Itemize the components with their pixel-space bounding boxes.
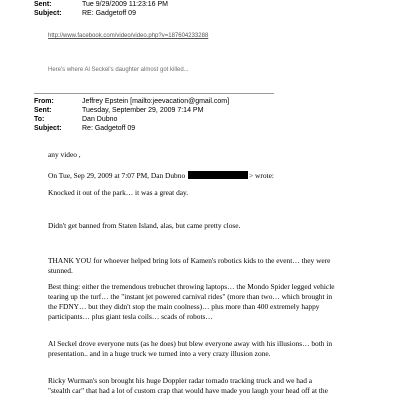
paragraph-3-line-2: stunned. xyxy=(48,266,73,275)
reply-note: Here's where Al Seckel's daughter almost got killed... xyxy=(48,67,189,73)
from-value: Jeffrey Epstein [mailto:jeevacation@gmail.com] xyxy=(82,98,230,105)
paragraph-4-line-2: tearing up the turf… the "instant jet powered carnival rides" (more than two… which brought in xyxy=(48,292,333,301)
quoted-from-row xyxy=(34,97,229,106)
subject-label: Subject: xyxy=(34,10,62,17)
sent-value: Tue 9/29/2009 11:23:16 PM xyxy=(82,1,169,8)
sent-label: Sent: xyxy=(34,1,52,8)
paragraph-3-line-1: THANK YOU for whoever helped bring lots of Kamen's robotics kids to the event… they were xyxy=(48,256,331,265)
paragraph-5-line-2: presentation.. and in a huge truck we turned into a very crazy illusion zone. xyxy=(48,349,271,358)
quoted-subject-row xyxy=(34,124,135,133)
quoted-subject-label: Subject: xyxy=(34,125,62,132)
quoted-sent-value: Tuesday, September 29, 2009 7:14 PM xyxy=(82,107,204,114)
to-value: Dan Dubno xyxy=(82,116,118,123)
redaction-block xyxy=(188,171,248,179)
wrote-text: > wrote: xyxy=(249,171,274,180)
paragraph-4-line-4: participants… plus giant tesla coils… scads of robots… xyxy=(48,312,213,321)
to-label: To: xyxy=(34,116,45,123)
video-link[interactable]: http://www.facebook.com/video/video.php?v=187604233288 xyxy=(48,33,209,39)
subject-row xyxy=(34,9,136,18)
any-video-line: any video , xyxy=(48,150,81,159)
quoted-to-row xyxy=(34,115,117,124)
quoted-sent-label: Sent: xyxy=(34,107,52,114)
on-date-line xyxy=(48,171,364,182)
paragraph-4-line-3: the FDNY… but they didn't stop the main coolness)… plus more than 400 extremely happy xyxy=(48,302,320,311)
on-date-text: On Tue, Sep 29, 2009 at 7:07 PM, Dan Dubno xyxy=(48,171,186,180)
paragraph-6-line-1: Ricky Wurman's son brought his huge Doppler radar tornado tracking truck and we had a xyxy=(48,376,313,385)
paragraph-4-line-1: Best thing: either the tremendous trebuchet throwing laptops… the Mondo Spider legged vehicle xyxy=(48,282,335,291)
paragraph-5-line-1: Al Seckel drove everyone nuts (as he does) but blew everyone away with his illusions… both in xyxy=(48,339,333,348)
subject-value: RE: Gadgetoff 09 xyxy=(82,10,136,17)
paragraph-6-line-2: "stealth car" that had a lot of custom crap that would have made you laugh your head off at the xyxy=(48,386,328,395)
from-label: From: xyxy=(34,98,54,105)
separator-rule xyxy=(34,93,274,94)
quoted-sent-row xyxy=(34,106,203,115)
sent-row xyxy=(34,0,168,9)
paragraph-1: Knocked it out of the park… it was a great day. xyxy=(48,188,189,197)
paragraph-2: Didn't get banned from Staten Island, alas, but came pretty close. xyxy=(48,221,241,230)
quoted-subject-value: Re: Gadgetoff 09 xyxy=(82,125,136,132)
